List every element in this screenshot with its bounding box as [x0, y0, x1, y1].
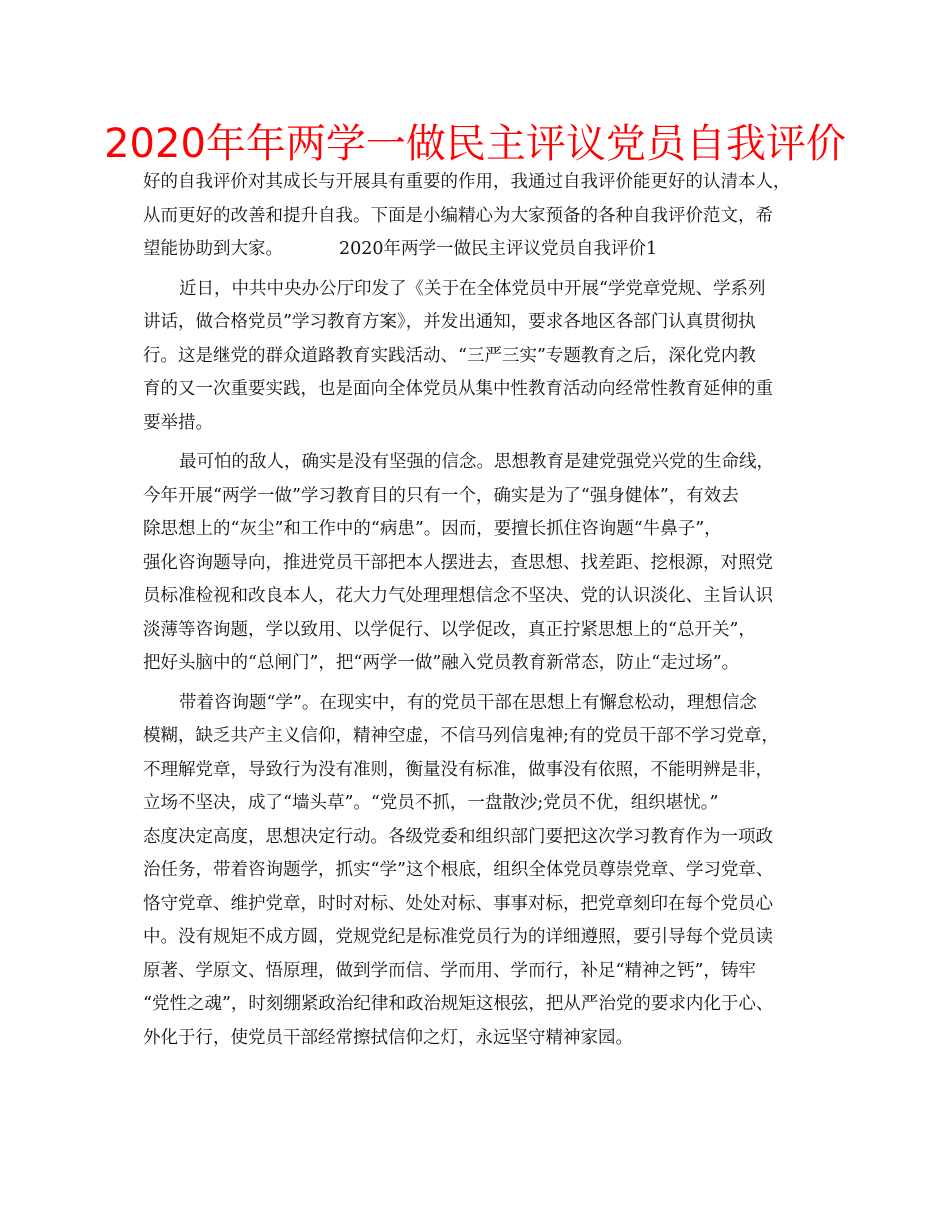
text-line: 把好头脑中的“总闸门”，把“两学一做”融入党员教育新常态，防止“走过场”。 [143, 653, 740, 673]
text-line: 原著、学原文、悟原理，做到学而信、学而用、学而行，补足“精神之钙”，铸牢 [143, 960, 756, 981]
text-line: 外化于行，使党员干部经常擦拭信仰之灯，永远坚守精神家园。 [143, 1027, 633, 1048]
text-line: 除思想上的“灰尘”和工作中的“病患”。因而，要擅长抓住咨询题“牛鼻子”， [143, 519, 722, 539]
text-line: “党性之魂”，时刻绷紧政治纪律和政治规矩这根弦，把从严治党的要求内化于心、 [143, 994, 774, 1014]
text-line: 不理解党章，导致行为没有准则，衡量没有标准，做事没有依照，不能明辨是非， [143, 759, 773, 780]
text-line: 行。这是继党的群众道路教育实践活动、“三严三实”专题教育之后，深化党内教 [143, 345, 756, 366]
text-line: 治任务，带着咨询题学，抓实“学”这个根底，组织全体党员尊崇党章、学习党章、 [143, 860, 774, 880]
text-line: 立场不坚决，成了“墙头草”。“党员不抓，一盘散沙;党员不优，组织堪忧。” [143, 793, 719, 813]
text-line: 要举措。 [143, 412, 213, 433]
paragraph-first-line: 带着咨询题“学”。在现实中，有的党员干部在思想上有懈怠松动，理想信念 [179, 692, 757, 713]
text-line: 强化咨询题导向，推进党员干部把本人摆进去，查思想、找差距、挖根源，对照党 [143, 552, 773, 573]
text-line: 讲话，做合格党员”学习教育方案》，并发出通知，要求各地区各部门认真贯彻执 [143, 312, 756, 332]
text-line: 员标准检视和改良本人，花大力气处理理想信念不坚决、党的认识淡化、主旨认识 [143, 586, 773, 606]
section-heading: 2020年两学一做民主评议党员自我评价1 [339, 239, 658, 259]
text-line: 淡薄等咨询题，学以致用、以学促行、以学促改，真正拧紧思想上的“总开关”， [143, 619, 756, 640]
text-line: 态度决定高度，思想决定行动。各级党委和组织部门要把这次学习教育作为一项政 [143, 826, 773, 847]
text-line: 好的自我评价对其成长与开展具有重要的作用，我通过自我评价能更好的认清本人， [143, 172, 791, 192]
text-line: 望能协助到大家。 2020年两学一做民主评议党员自我评价1 [143, 239, 658, 259]
text-line: 从而更好的改善和提升自我。下面是小编精心为大家预备的各种自我评价范文，希 [143, 205, 773, 226]
document-body [143, 166, 823, 1055]
document-title: 2020年年两学一做民主评议党员自我评价 [104, 121, 846, 167]
text-line: 模糊，缺乏共产主义信仰，精神空虚，不信马列信鬼神;有的党员干部不学习党章， [143, 726, 779, 746]
text-line: 今年开展“两学一做”学习教育目的只有一个，确实是为了“强身健体”，有效去 [143, 485, 739, 506]
paragraph-first-line: 近日，中共中央办公厅印发了《关于在全体党员中开展“学党章党规、学系列 [179, 278, 766, 299]
text-line: 中。没有规矩不成方圆，党规党纪是标准党员行为的详细遵照，要引导每个党员读 [143, 927, 773, 947]
text-line: 育的又一次重要实践，也是面向全体党员从集中性教育活动向经常性教育延伸的重 [143, 379, 773, 399]
paragraph-first-line: 最可怕的敌人，确实是没有坚强的信念。思想教育是建党强党兴党的生命线， [179, 452, 774, 472]
text-line: 恪守党章、维护党章，时时对标、处处对标、事事对标，把党章刻印在每个党员心 [143, 893, 773, 914]
